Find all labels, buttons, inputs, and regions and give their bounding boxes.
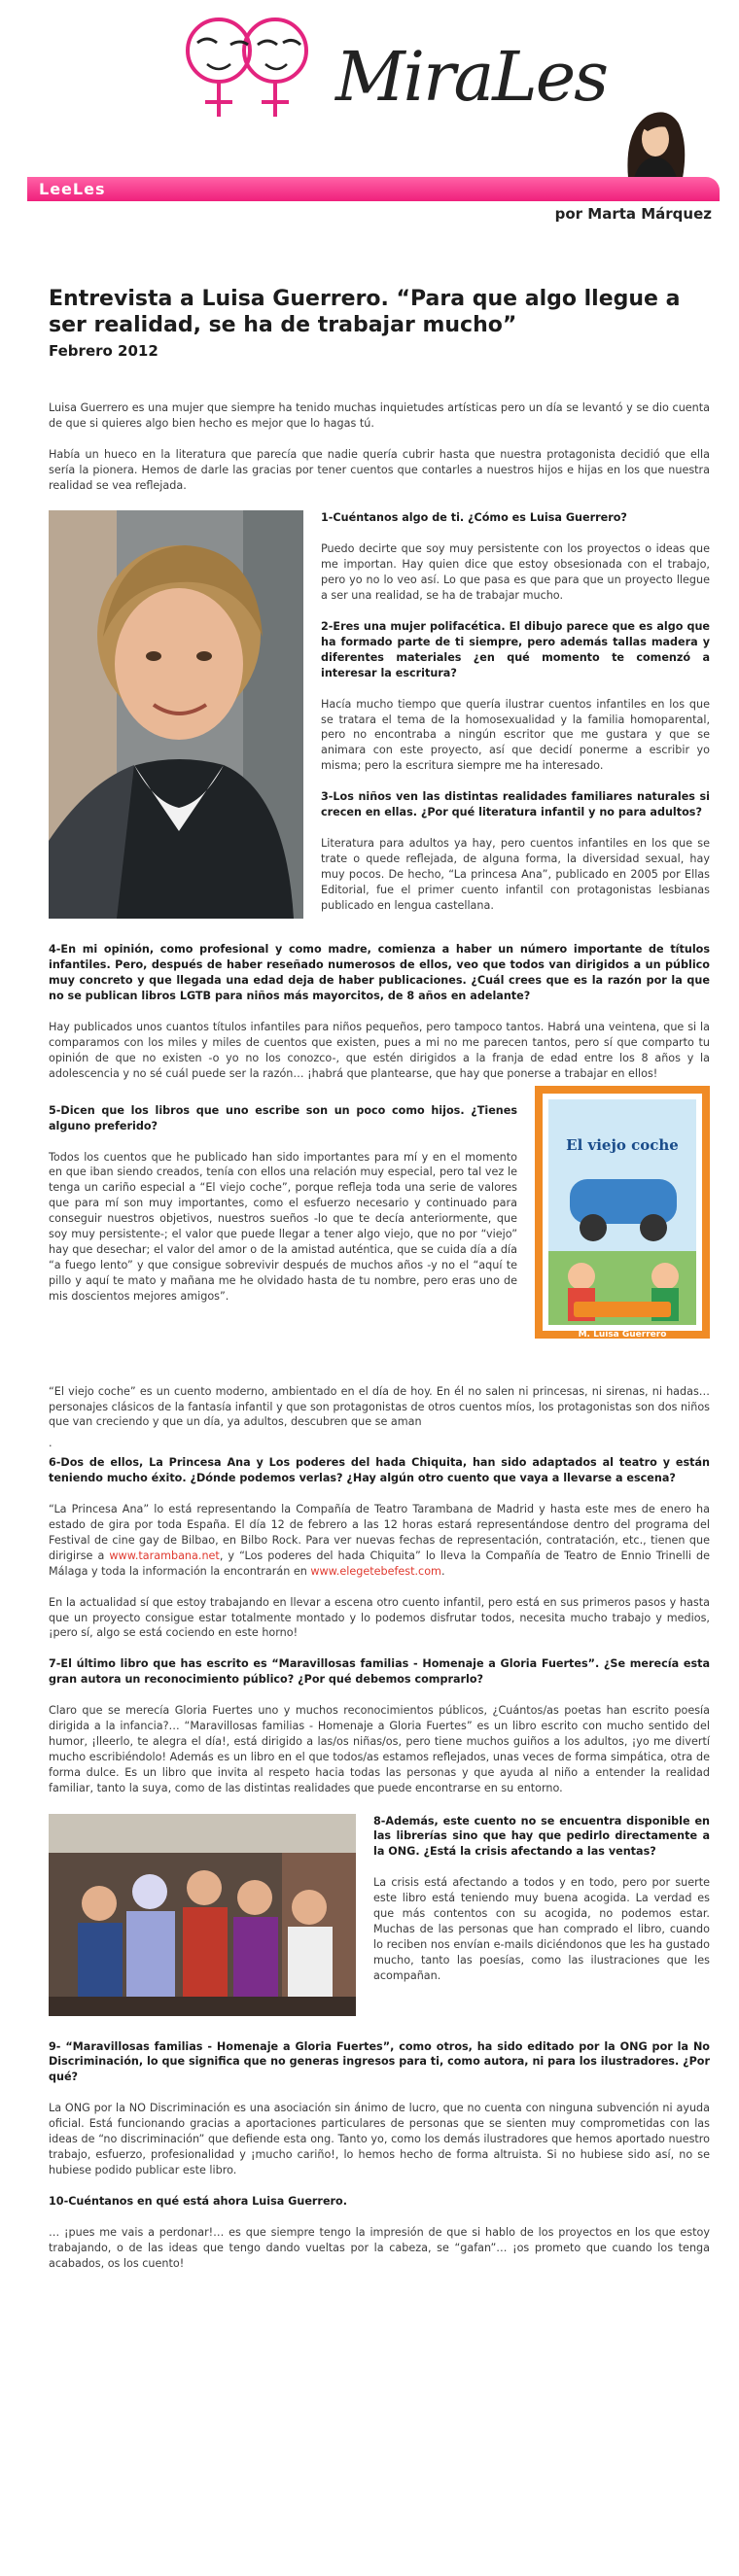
theatre-group-photo xyxy=(49,1814,356,2016)
answer: “El viejo coche” es un cuento moderno, ambientado en el día de hoy. En él no salen ni princesas, ni sirenas, ni hadas… personajes clásicos de la fantasía infantil y que son protagonistas de otros cuentos míos, los protagonistas son dos niños que van creciendo y que un día, ya adultos, descubren que se aman xyxy=(49,1384,710,1429)
answer: Hacía mucho tiempo que quería ilustrar cuentos infantiles en los que se tratara el tema de la homosexualidad y la familia homoparental, pero no encontraba a ningún escritor que me gustara y que se animara con este proyecto, así que decidí ponerme a escribir yo misma; pero la escritura siempre me ha interesado. xyxy=(321,697,710,773)
site-header xyxy=(0,0,739,223)
question: 7-El último libro que has escrito es “Maravillosas familias - Homenaje a Gloria Fuertes”. ¿Se merecía esta gran autora un reconocimiento público? ¿Por qué debemos comprarlo? xyxy=(49,1657,710,1687)
answer xyxy=(49,1502,710,1580)
question: 1-Cuéntanos algo de ti. ¿Cómo es Luisa Guerrero? xyxy=(321,511,627,525)
question: 2-Eres una mujer polifacética. El dibujo parece que es algo que ha formado parte de ti siempre, pero además tallas madera y diferentes materiales ¿en qué momento te comenzó a interesar la escritura? xyxy=(321,620,710,679)
question: 9- “Maravillosas familias - Homenaje a Gloria Fuertes”, como otros, ha sido editado por la ONG por la No Discriminación, lo que significa que no generas ingresos para ti, como autora, ni para los ilustradores. ¿Por qué? xyxy=(49,2039,710,2084)
answer: Puedo decirte que soy muy persistente con los proyectos o ideas que me importan. Hay quien dice que estoy obsesionada con el trabajo, pero yo no lo veo así. Lo que pasa es que para que un proyecto llegue a ser una realidad, se ha de trabajar mucho. xyxy=(321,542,710,603)
intro-paragraph: Luisa Guerrero es una mujer que siempre ha tenido muchas inquietudes artísticas pero un día se levantó y se dio cuenta de que si quieres algo bien hecho es mejor que lo hagas tú. xyxy=(49,400,710,430)
question: 3-Los niños ven las distintas realidades familiares naturales si crecen en ellas. ¿Por qué literatura infantil y no para adultos? xyxy=(321,790,710,819)
answer: Literatura para adultos ya hay, pero cuentos infantiles en los que se trate o quede reflejada, de alguna forma, la diversidad sexual, hay muy pocos. De hecho, “La princesa Ana”, publicado en 2005 por Ellas Editorial, fue el primer cuento infantil con protagonistas lesbianas publicado en lengua castellana. xyxy=(321,836,710,912)
article-title: Entrevista a Luisa Guerrero. “Para que algo llegue a ser realidad, se ha de trabajar mucho” xyxy=(49,287,681,337)
answer-text: . xyxy=(440,1564,445,1578)
answer: Hay publicados unos cuantos títulos infantiles para niños pequeños, pero tampoco tantos. Habrá una veintena, que si la comparamos con los miles y miles de cuentos que existen, pues a mi no me parecen tantos, pero sí que comparto tu opinión de que no existen -o yo no los conozco-, que estén dirigidos a la franja de edad entre los 8 años y la adolescencia y no sé cuál puede ser la razón… ¡habrá que plantearse, que hay que ponerse a trabajar en ellos! xyxy=(49,1021,710,1080)
byline: por Marta Márquez xyxy=(554,205,712,223)
luisa-guerrero-photo xyxy=(49,510,303,919)
answer: La ONG por la NO Discriminación es una asociación sin ánimo de lucro, que no cuenta con ninguna subvención ni ayuda oficial. Está funcionando gracias a aportaciones particulares de personas que se sienten muy comprometidas con las ideas de “no discriminación” que defiende esta ong. Tanto yo, como los demás ilustradores que hemos aportado nuestro trabajo, esfuerzo, profesionalidad y ¡mucho cariño!, lo hemos hecho de forma altruista. Si no hubiese sido así, no se hubiese podido publicar este libro. xyxy=(49,2102,710,2176)
answer-text: “La Princesa Ana” lo está representando la Compañía de Teatro Tarambana de Madrid y hasta este mes de enero ha estado de gira por toda España. El día 12 de febrero a las 12 horas estará representándose dentro del programa del Festival de cine gay de Bilbao, en Bilbo Rock. Para ver nuevas fechas de representación, contratación, etc., tienen que dirigirse a xyxy=(49,1503,710,1562)
question: 10-Cuéntanos en qué está ahora Luisa Guerrero. xyxy=(49,2194,347,2208)
book-cover xyxy=(535,1086,710,1361)
article xyxy=(49,287,710,2271)
question: 5-Dicen que los libros que uno escribe son un poco como hijos. ¿Tienes alguno preferido? xyxy=(49,1103,517,1132)
venus-symbols-logo-icon xyxy=(170,10,326,126)
book-title: El viejo coche xyxy=(566,1135,679,1154)
section-label: LeeLes xyxy=(39,180,106,198)
question: 8-Además, este cuento no se encuentra disponible en las librerías sino que hay que pedirlo directamente a la ONG. ¿Está la crisis afectando a las ventas? xyxy=(373,1814,710,1859)
tarambana-link[interactable]: www.tarambana.net xyxy=(109,1549,220,1562)
answer: En la actualidad sí que estoy trabajando en llevar a escena otro cuento infantil, pero está en sus primeros pasos y hasta que un proyecto consigue estar totalmente montado y lo podemos disfrutar todos, necesita mucho trabajo y medios, ¡pero sí, algo se está cociendo en este horno! xyxy=(49,1595,710,1640)
answer: Todos los cuentos que he publicado han sido importantes para mí y en el momento en que iban siendo creados, tenía con ellos una relación muy especial, pero tal vez le tenga un cariño especial a “El viejo coche”, porque refleja toda una serie de valores que para mí son muy importantes, como el esfuerzo necesario y continuado para conseguir nuestros objetivos, nuestros sueños -lo que te decía anteriormente, que soy muy persistente-; el valor que puede llegar a tener algo viejo, que no por “viejo” hay que desechar; el valor del amor o de la amistad auténtica, que se cuida día a día “a fuego lento” y que consigue sobrevivir después de muchos años -y no el “aquí te pillo y aquí te mato y mañana me he olvidado hasta de tu nombre, pero eras uno de mis doscientos mejores amigos”. xyxy=(49,1150,517,1303)
elegetebefest-link[interactable]: www.elegetebefest.com xyxy=(310,1564,441,1578)
answer-text: , y “Los poderes del hada Chiquita” lo lleva la Compañía de Teatro de Ennio Trinelli de Málaga y toda la información la encontrarán en xyxy=(49,1549,710,1578)
intro-paragraph: Había un hueco en la literatura que parecía que nadie quería cubrir hasta que nuestra protagonista decidió que ella sería la pionera. Hemos de darle las gracias por tener cuentos que contarles a nuestros hijos e hijas en los que nuestra realidad se vea reflejada. xyxy=(49,447,710,492)
answer: La crisis está afectando a todos y en todo, pero por suerte este libro está teniendo muy buena acogida. La verdad es que más contentos con su acogida, no podemos estar. Muchas de las personas que han comprado el libro, cuando lo reciben nos envían e-mails diciéndonos que les ha gustado mucho, tanto las poesías, como las ilustraciones que les acompañan. xyxy=(373,1876,710,1982)
question: 6-Dos de ellos, La Princesa Ana y Los poderes del hada Chiquita, han sido adaptados al teatro y están teniendo mucho éxito. ¿Dónde podemos verlas? ¿Hay algún otro cuento que vaya a llevarse a escena? xyxy=(49,1456,710,1485)
answer: … ¡pues me vais a perdonar!… es que siempre tengo la impresión de que si hablo de los proyectos en los que estoy trabajando, o de las ideas que tengo dando vueltas por la cabeza, se “gafan”… ¡os prometo que cuando los tenga acabados, os los cuento! xyxy=(49,2225,710,2270)
brand-logo[interactable]: MiraLes xyxy=(335,37,608,117)
book-author: M. Luisa Guerrero xyxy=(578,1329,667,1340)
question: 4-En mi opinión, como profesional y como madre, comienza a haber un número importante de títulos infantiles. Pero, después de haber reseñado numerosos de ellos, veo que todos van dirigidos a un público muy concreto y que llegada una edad deja de haber publicaciones. ¿Cuál crees que es la razón por la que no se publican libros LGTB para niños más mayorcitos, de 8 años en adelante? xyxy=(49,943,710,1003)
article-date: Febrero 2012 xyxy=(49,341,158,360)
stray-dot: . xyxy=(49,1437,53,1450)
section-bar xyxy=(27,177,720,201)
author-portrait xyxy=(618,102,688,178)
answer: Claro que se merecía Gloria Fuertes uno y muchos reconocimientos públicos, ¿Cuántos/as poetas han escrito poesía dirigida a la infancia?… “Maravillosas familias - Homenaje a Gloria Fuertes” es un libro escrito con mucho sentido del humor, ¡lleerlo, te alegra el día!, está dirigido a las/os niñas/os, pero tiene muchos guiños a los adultos, ¡yo me divertí mucho escribiéndolo! Además es un libro en el que todos/as estamos reflejados, unas veces de forma simpática, otra de forma dulce. Es un libro que invita al respeto hacia todas las personas y que ayuda al niño a entender la realidad familiar, tanto la suya, como de las distintas realidades que puede encontrarse en su entorno. xyxy=(49,1704,710,1794)
